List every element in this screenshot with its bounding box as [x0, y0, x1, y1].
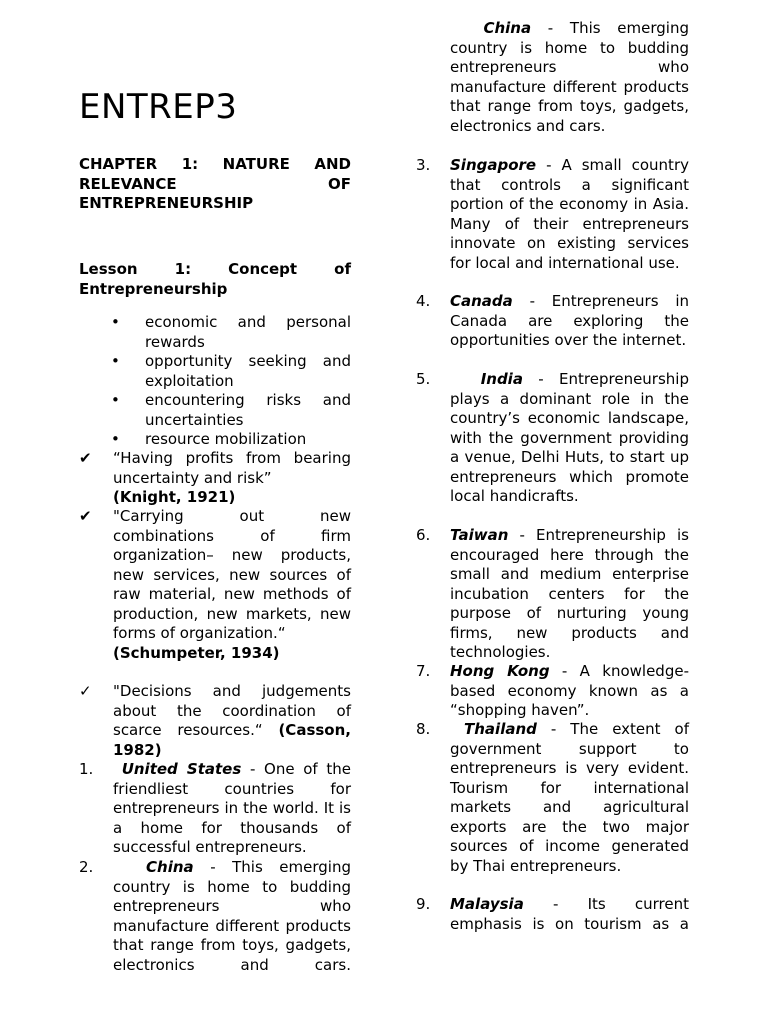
quote-citation: (Schumpeter, 1934)	[113, 643, 280, 662]
checkmark-icon: ✓	[79, 682, 92, 700]
checkmark-icon: ✔	[79, 507, 92, 525]
right-column	[416, 0, 689, 1024]
chapter-heading: CHAPTER 1: NATURE AND RELEVANCE OF ENTREPRENEURSHIP	[79, 155, 351, 212]
quote-knight	[79, 449, 351, 508]
item-number: 1.	[79, 760, 94, 778]
list-item-united-states	[79, 760, 351, 858]
list-item: • economic and personal rewards	[111, 313, 351, 351]
item-number: 6.	[416, 526, 431, 544]
document-title: ENTREP3	[79, 87, 238, 127]
bullet-icon: •	[111, 313, 120, 331]
item-text: Hong Kong - A knowledge-based economy known as a “shopping haven”.	[450, 662, 689, 719]
list-item-hong-kong	[416, 662, 689, 721]
quote-text: “Having profits from bearing uncertainty and risk”	[113, 449, 351, 487]
bullet-icon: •	[111, 352, 120, 370]
item-number: 4.	[416, 292, 431, 310]
item-text: China - This emerging country is home to budding entrepreneurs who manufacture different products that range from toys, gadgets, electronics and cars.	[113, 858, 351, 974]
item-number: 9.	[416, 895, 431, 913]
item-text: Singapore - A small country that controls a significant portion of the economy in Asia. Many of their entrepreneurs innovate on existing services for local and international use.	[450, 156, 689, 272]
quote-text: "Carrying out new combinations of firm organization– new products, new services, new sources of raw material, new methods of production, new markets, new forms of organization.“	[113, 507, 351, 642]
item-text: Malaysia - Its current emphasis is on tourism as a	[450, 895, 689, 933]
list-item-india	[416, 370, 689, 507]
bullet-list	[79, 313, 351, 450]
item-number: 3.	[416, 156, 431, 174]
quote-text: "Decisions and judgements about the coordination of scarce resources.“ (Casson, 1982)	[113, 682, 351, 759]
item-text: United States - One of the friendliest countries for entrepreneurs in the world. It is a home for thousands of successful entrepreneurs.	[113, 760, 351, 856]
item-number: 8.	[416, 720, 431, 738]
item-text: Canada - Entrepreneurs in Canada are exploring the opportunities over the internet.	[450, 292, 689, 349]
item-number: 2.	[79, 858, 94, 876]
list-item-china	[79, 858, 351, 974]
lesson-heading: Lesson 1: Concept of Entrepreneurship	[79, 260, 351, 298]
quote-schumpeter	[79, 507, 351, 663]
item-text: Thailand - The extent of government support to entrepreneurs is very evident. Tourism for international markets and agricultural exports are the two major sources of income generated by Thai entrepreneurs.	[450, 720, 689, 875]
list-item-singapore	[416, 156, 689, 273]
list-item-thailand	[416, 720, 689, 876]
quote-casson	[79, 682, 351, 760]
checkmark-icon: ✔	[79, 449, 92, 467]
item-number: 5.	[416, 370, 431, 388]
list-item: • opportunity seeking and exploitation	[111, 352, 351, 390]
quote-citation: (Knight, 1921)	[113, 488, 236, 506]
item-number: 7.	[416, 662, 431, 680]
item-text: Taiwan - Entrepreneurship is encouraged here through the small and medium enterprise incubation centers for the purpose of nurturing young firms, new products and technologies.	[450, 526, 689, 661]
list-item: • resource mobilization	[111, 430, 307, 448]
left-column	[79, 0, 351, 1024]
item-text: India - Entrepreneurship plays a dominant role in the country’s economic landscape, with the government providing a venue, Delhi Huts, to start up entrepreneurs which promote local handicrafts.	[450, 370, 689, 505]
list-item-canada	[416, 292, 689, 351]
quote-citation: (Casson, 1982)	[113, 721, 351, 759]
list-item: • encountering risks and uncertainties	[111, 391, 351, 429]
list-item-malaysia	[416, 895, 689, 934]
bullet-icon: •	[111, 430, 120, 448]
list-item-taiwan	[416, 526, 689, 663]
china-continuation: China - This emerging country is home to budding entrepreneurs who manufacture different products that range from toys, gadgets, electronics and cars.	[450, 19, 689, 135]
bullet-icon: •	[111, 391, 120, 409]
